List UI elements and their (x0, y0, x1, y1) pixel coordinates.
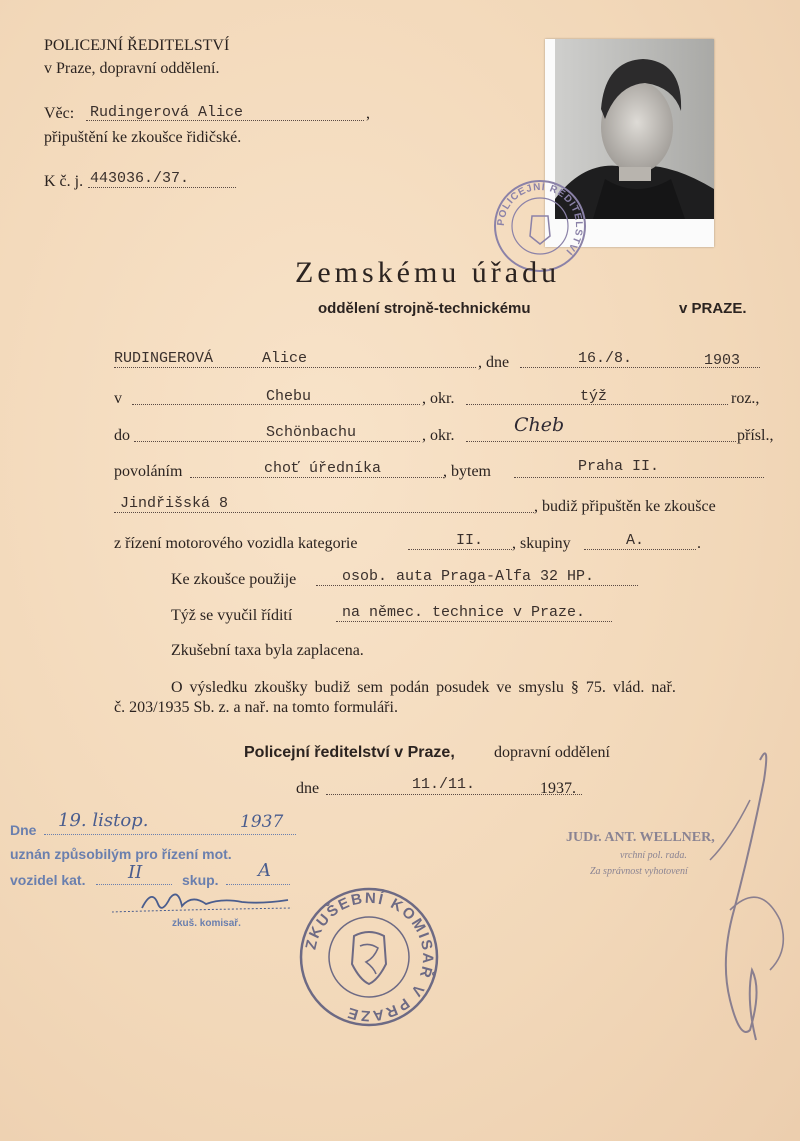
occupation-dotted-line (190, 477, 444, 478)
category-dotted-line (408, 549, 512, 550)
district-1: týž (580, 388, 608, 405)
admitted-label: , budiž připuštěn ke zkoušce (534, 498, 716, 515)
examiner-round-stamp (296, 884, 442, 1030)
exam-vehicle-category-label: vozidel kat. (10, 872, 86, 888)
birthplace-label: v (114, 390, 122, 407)
training-label: Týž se vyučil řídití (171, 607, 293, 624)
residence-dotted-line (514, 477, 764, 478)
police-stamp-text: POLICEJNÍ ŘEDITELSTVÍ (495, 181, 585, 258)
street-address: Jindřišská 8 (120, 495, 229, 512)
exam-date-label: Dne (10, 822, 37, 838)
birth-date-label: , dne (478, 354, 510, 371)
exam-vehicle: osob. auta Praga-Alfa 32 HP. (342, 568, 595, 585)
issue-date: 11./11. (412, 776, 476, 793)
birth-year: 1903 (704, 352, 741, 369)
exam-qualified-text: uznán způsobilým pro řízení mot. (10, 846, 232, 862)
examiner-label: zkuš. komisař. (172, 918, 241, 929)
district-label-1: , okr. (422, 390, 455, 407)
applicant-surname: RUDINGEROVÁ (114, 350, 214, 367)
office-department: v Praze, dopravní oddělení. (44, 60, 220, 77)
training-place: na němec. technice v Praze. (342, 604, 586, 621)
addressee-department: oddělení strojně-technickému (318, 300, 531, 317)
svg-text:ZKUŠEBNÍ KOMISAŘ V PRAZE (302, 890, 436, 1024)
group-end-period: . (697, 535, 701, 552)
signature-office-department: dopravní oddělení (494, 744, 610, 761)
domicile-dotted-line (134, 441, 420, 442)
addressee-city: v PRAZE. (679, 300, 747, 317)
vec-label: Věc: (44, 105, 75, 122)
kcj-label: K č. j. (44, 173, 84, 190)
vec-value: Rudingerová Alice (90, 104, 244, 121)
vehicle-use-label: Ke zkoušce použije (171, 571, 297, 588)
group-label: , skupiny (512, 535, 571, 552)
birth-date: 16./8. (578, 350, 633, 367)
birthplace: Chebu (266, 388, 312, 405)
district-dotted-line-2 (466, 441, 736, 442)
issue-year: 1937. (540, 780, 576, 797)
svg-text:POLICEJNÍ ŘEDITELSTVÍ (496, 180, 584, 259)
examiner-stamp-text: ZKUŠEBNÍ KOMISAŘ V PRAZE (302, 889, 437, 1025)
fee-paid-text: Zkušební taxa byla zaplacena. (171, 642, 364, 659)
vec-comma: , (366, 105, 370, 122)
report-text-line-2: č. 203/1935 Sb. z. a nař. na tomto formuláři. (114, 699, 398, 716)
domicile-label: do (114, 427, 130, 444)
born-label: roz., (731, 390, 760, 407)
report-text-line-1: O výsledku zkoušky budiž sem podán posudek ve smyslu § 75. vlád. nař. (171, 679, 676, 696)
official-signature (690, 740, 800, 1060)
signature-office-bold: Policejní ředitelství v Praze, (244, 744, 455, 761)
official-title-stamp: vrchní pol. rada. (620, 850, 687, 861)
group-dotted-line (584, 549, 696, 550)
addressee-title: Zemskému úřadu (295, 256, 561, 289)
residence-city: Praha II. (578, 458, 660, 475)
kcj-value: 443036./37. (90, 170, 190, 187)
belonging-label: přísl., (737, 427, 774, 444)
name-dotted-line (114, 367, 476, 368)
vehicle-use-dotted-line (316, 585, 638, 586)
official-name-stamp: JUDr. ANT. WELLNER, (566, 830, 715, 845)
exam-category-handwritten: II (128, 862, 143, 883)
signature-date-label: dne (296, 780, 320, 797)
applicant-first-name: Alice (262, 350, 308, 367)
occupation: choť úředníka (264, 460, 382, 477)
exam-year-handwritten: 1937 (240, 812, 284, 832)
subject-line: připuštění ke zkoušce řidičské. (44, 129, 242, 146)
domicile: Schönbachu (266, 424, 357, 441)
street-dotted-line (114, 512, 534, 513)
training-dotted-line (336, 621, 612, 622)
category-label: z řízení motorového vozidla kategorie (114, 535, 358, 552)
correct-copy-stamp: Za správnost vyhotovení (590, 866, 688, 877)
examiner-signature (112, 884, 298, 920)
kcj-dotted-line (88, 187, 236, 188)
office-name: POLICEJNÍ ŘEDITELSTVÍ (44, 37, 230, 54)
exam-date-dotted-line (44, 834, 296, 835)
vehicle-category: II. (456, 532, 484, 549)
district-label-2: , okr. (422, 427, 455, 444)
district-2-handwritten: Cheb (514, 414, 565, 436)
occupation-label: povoláním (114, 463, 183, 480)
vehicle-group: A. (626, 532, 645, 549)
residence-label: , bytem (443, 463, 491, 480)
exam-group-handwritten: A (258, 860, 271, 881)
exam-date-handwritten: 19. listop. (58, 810, 149, 831)
exam-group-label: skup. (182, 872, 219, 888)
